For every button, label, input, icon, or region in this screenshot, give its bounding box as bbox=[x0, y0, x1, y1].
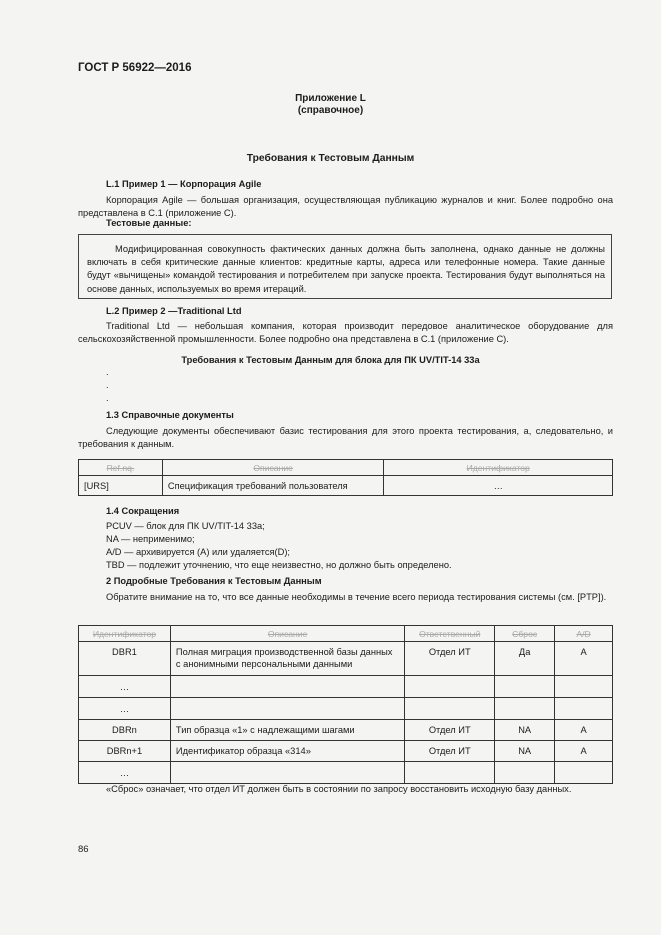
s2-text: Обратите внимание на то, что все данные необходимы в течение всего периода тестирования системы (см. [PTP]). bbox=[106, 592, 607, 602]
test-data-requirements-table bbox=[78, 625, 613, 784]
test-data-label: Тестовые данные: bbox=[106, 218, 192, 228]
cell: Тип образца «1» с надлежащими шагами bbox=[170, 720, 404, 741]
table-row bbox=[79, 720, 613, 741]
col-header-description: Описание bbox=[162, 460, 384, 476]
l2-heading: L.2 Пример 2 —Traditional Ltd bbox=[106, 306, 242, 316]
cell: DBRn bbox=[79, 720, 171, 741]
cell bbox=[495, 698, 555, 720]
cell bbox=[495, 762, 555, 784]
table-header-row bbox=[79, 626, 613, 642]
table-row bbox=[79, 698, 613, 720]
cell: Полная миграция производственной базы данных с анонимными персональными данными bbox=[170, 642, 404, 676]
col-header-reset: Сброс bbox=[495, 626, 555, 642]
table-row bbox=[79, 676, 613, 698]
cell: Спецификация требований пользователя bbox=[162, 476, 384, 496]
table-header-row bbox=[79, 460, 613, 476]
l2-subtitle: Требования к Тестовым Данным для блока для ПК UV/TIT-14 33а bbox=[181, 355, 480, 365]
cell: А bbox=[555, 720, 613, 741]
test-data-box bbox=[78, 234, 612, 299]
cell: … bbox=[79, 698, 171, 720]
col-header-identifier: Идентификатор bbox=[384, 460, 613, 476]
reference-documents-table bbox=[78, 459, 613, 496]
s14-heading: 1.4 Сокращения bbox=[106, 506, 180, 516]
dot-3: . bbox=[106, 393, 109, 403]
cell: А bbox=[555, 741, 613, 762]
cell: [URS] bbox=[79, 476, 163, 496]
cell bbox=[405, 762, 495, 784]
cell: Отдел ИТ bbox=[405, 720, 495, 741]
dot-2: . bbox=[106, 380, 109, 390]
abbr-line-3: A/D — архивируется (А) или удаляется(D); bbox=[106, 547, 291, 557]
page-number: 86 bbox=[78, 844, 89, 855]
reset-note: «Сброс» означает, что отдел ИТ должен быть в состоянии по запросу восстановить исходную базу данных. bbox=[106, 784, 572, 794]
l1-heading: L.1 Пример 1 — Корпорация Agile bbox=[106, 179, 262, 189]
cell bbox=[555, 676, 613, 698]
table-row bbox=[79, 476, 613, 496]
cell: DBRn+1 bbox=[79, 741, 171, 762]
col-header-description: Описание bbox=[170, 626, 404, 642]
cell bbox=[555, 698, 613, 720]
test-data-box-text: Модифицированная совокупность фактических данных должна быть заполнена, однако данные не должны включать в себя критические данные клиентов: кредитные карты, адреса или телефонные номера. Такие данные будут «вычищены» командой тестирования и потребителем при запуске проекта. Тестирования будут выполняться на основе данных, используемых во время итераций. bbox=[87, 244, 605, 294]
table-row bbox=[79, 642, 613, 676]
l2-text: Traditional Ltd — небольшая компания, которая производит передовое аналитическое оборудование для сельскохозяйственной промышленности. Более подробно она представлена в С.1 (приложение С). bbox=[78, 321, 613, 345]
cell: Идентификатор образца «314» bbox=[170, 741, 404, 762]
cell: … bbox=[384, 476, 613, 496]
cell bbox=[170, 762, 404, 784]
cell bbox=[495, 676, 555, 698]
cell: … bbox=[79, 762, 171, 784]
cell: … bbox=[79, 676, 171, 698]
table-row bbox=[79, 741, 613, 762]
col-header-identifier: Идентификатор bbox=[79, 626, 171, 642]
s13-text: Следующие документы обеспечивают базис тестирования для этого проекта тестирования, а, следовательно, и требования к данным. bbox=[78, 426, 613, 450]
cell bbox=[555, 762, 613, 784]
cell: Отдел ИТ bbox=[405, 642, 495, 676]
appendix-subtitle: (справочное) bbox=[297, 105, 364, 116]
cell: Да bbox=[495, 642, 555, 676]
abbr-line-4: TBD — подлежит уточнению, что еще неизвестно, но должно быть определено. bbox=[106, 560, 452, 570]
s13-heading: 1.3 Справочные документы bbox=[106, 410, 234, 420]
cell bbox=[170, 698, 404, 720]
document-code: ГОСТ Р 56922—2016 bbox=[78, 62, 192, 74]
l1-text: Корпорация Agile — большая организация, осуществляющая публикацию журналов и книг. Более подробно она представлена в С.1 (приложение С). bbox=[78, 195, 613, 219]
col-header-ref: Ref.nq. bbox=[79, 460, 163, 476]
cell bbox=[405, 676, 495, 698]
s2-heading: 2 Подробные Требования к Тестовым Данным bbox=[106, 576, 322, 586]
col-header-ad: A/D bbox=[555, 626, 613, 642]
cell bbox=[170, 676, 404, 698]
cell bbox=[405, 698, 495, 720]
cell: Отдел ИТ bbox=[405, 741, 495, 762]
abbr-line-2: NA — неприменимо; bbox=[106, 534, 195, 544]
dot-1: . bbox=[106, 367, 109, 377]
abbr-line-1: PCUV — блок для ПК UV/TIT-14 33а; bbox=[106, 521, 265, 531]
cell: NA bbox=[495, 720, 555, 741]
section-title: Требования к Тестовым Данным bbox=[246, 153, 415, 164]
cell: DBR1 bbox=[79, 642, 171, 676]
col-header-responsible: Ответственный bbox=[405, 626, 495, 642]
cell: NA bbox=[495, 741, 555, 762]
table-row bbox=[79, 762, 613, 784]
appendix-title: Приложение L bbox=[295, 93, 366, 104]
cell: А bbox=[555, 642, 613, 676]
